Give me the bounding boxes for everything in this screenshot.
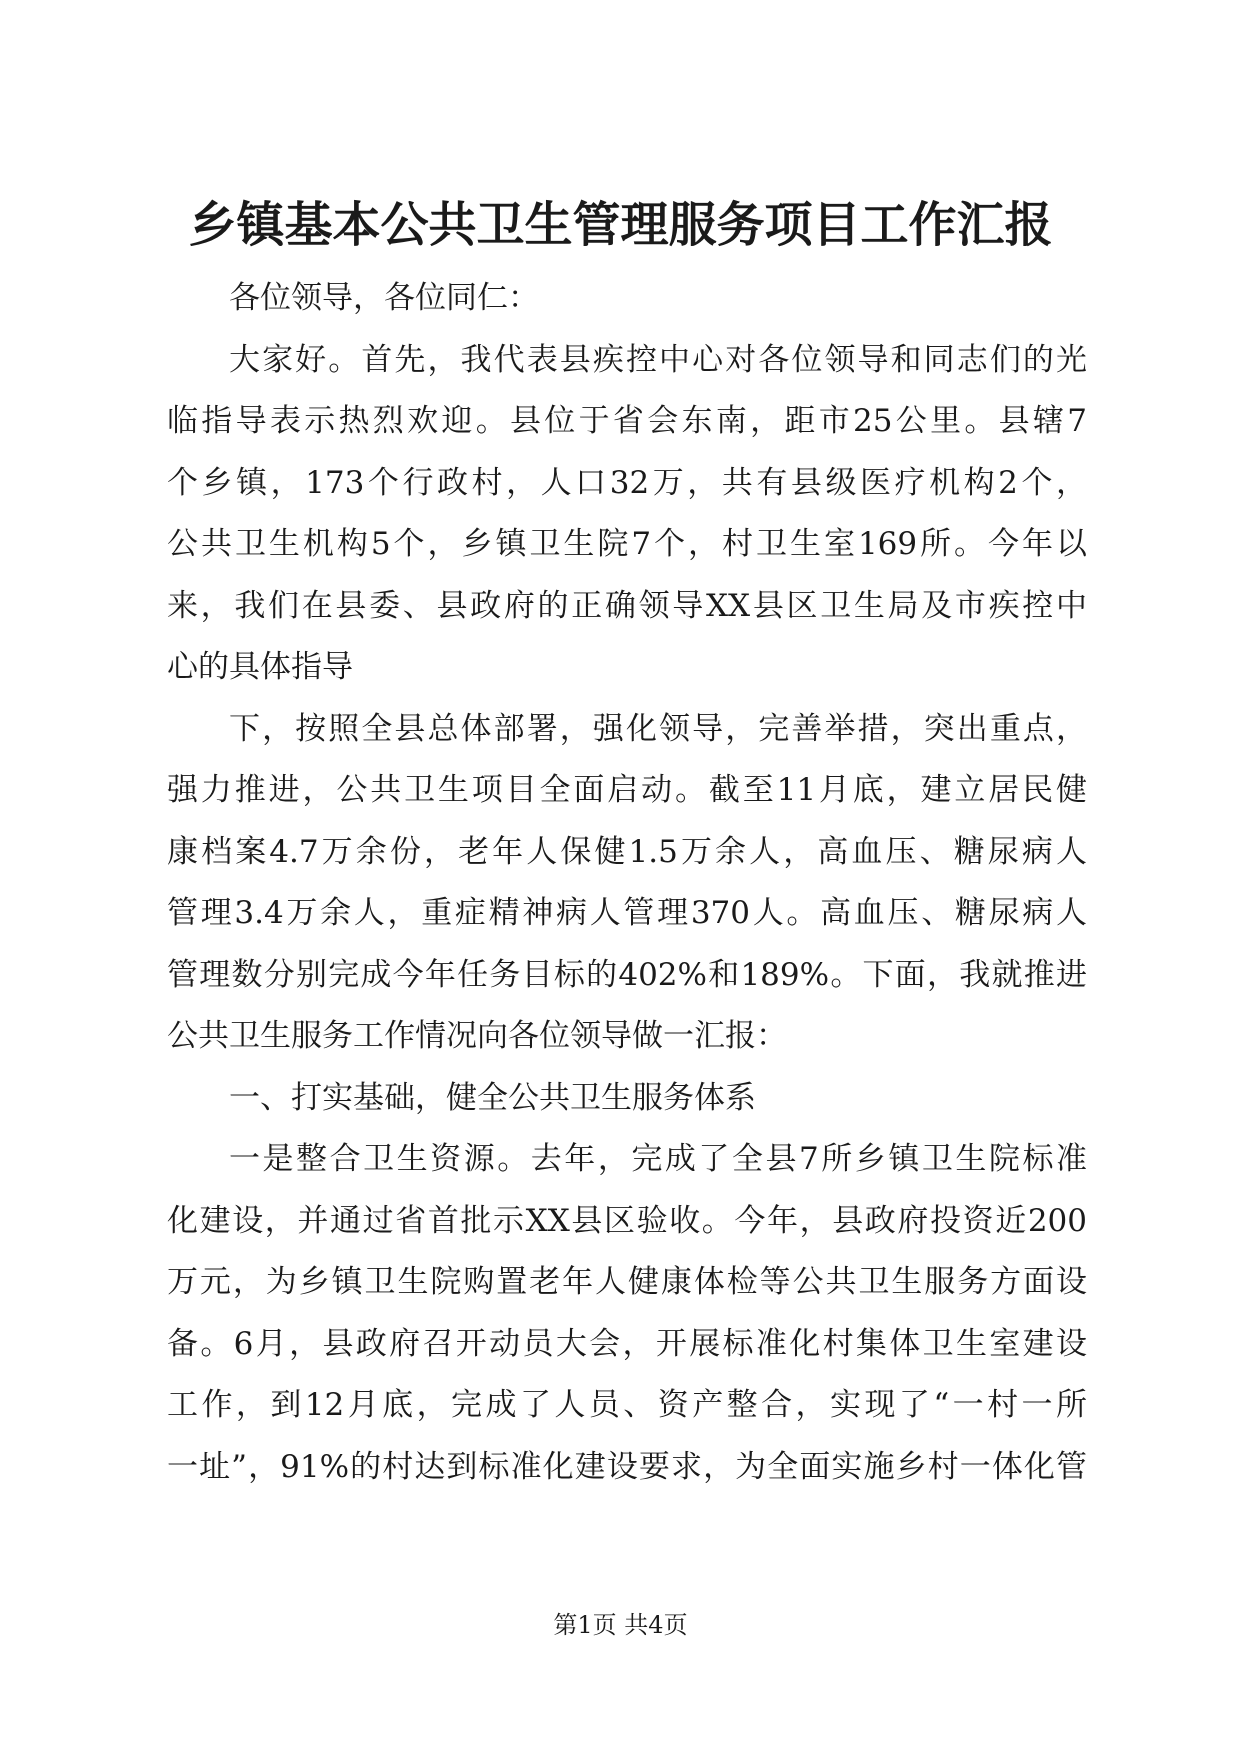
text-line: 公共卫生机构5个，乡镇卫生院7个，村卫生室169所。今年以 [167, 526, 1087, 562]
text-line: 下，按照全县总体部署，强化领导，完善举措，突出重点， [229, 710, 1087, 747]
page-footer [0, 1610, 1241, 1640]
text-line: 管理数分别完成今年任务目标的402%和189%。下面，我就推进 [167, 956, 1087, 993]
paragraph-progress [167, 699, 1087, 1068]
paragraph-resources [167, 1129, 1087, 1498]
text-line: 各位领导，各位同仁： [229, 280, 539, 316]
text-line: 个乡镇，173个行政村，人口32万，共有县级医疗机构2个， [167, 464, 1087, 501]
text-line: 万元，为乡镇卫生院购置老年人健康体检等公共卫生服务方面设 [167, 1264, 1087, 1300]
text-line: 化建设，并通过省首批示XX县区验收。今年，县政府投资近200 [167, 1202, 1087, 1239]
text-line: 来，我们在县委、县政府的正确领导XX县区卫生局及市疾控中 [167, 587, 1087, 624]
text-line: 一址”，91%的村达到标准化建设要求，为全面实施乡村一体化管 [167, 1448, 1087, 1485]
text-line: 一、打实基础，健全公共卫生服务体系 [229, 1079, 756, 1116]
text-line: 大家好。首先，我代表县疾控中心对各位领导和同志们的光 [229, 341, 1087, 378]
section-heading [167, 1068, 1087, 1130]
document-body [167, 268, 1087, 1498]
page-title: 乡镇基本公共卫生管理服务项目工作汇报 [188, 197, 1053, 253]
text-line: 临指导表示热烈欢迎。县位于省会东南，距市25公里。县辖7 [167, 403, 1087, 439]
page-number: 第1页 共4页 [553, 1611, 688, 1639]
text-line: 备。6月，县政府召开动员大会，开展标准化村集体卫生室建设 [167, 1325, 1087, 1362]
text-line: 康档案4.7万余份，老年人保健1.5万余人，高血压、糖尿病人 [167, 833, 1087, 870]
text-line: 一是整合卫生资源。去年，完成了全县7所乡镇卫生院标准 [229, 1141, 1087, 1177]
text-line: 强力推进，公共卫生项目全面启动。截至11月底，建立居民健 [167, 772, 1087, 808]
text-line: 管理3.4万余人，重症精神病人管理370人。高血压、糖尿病人 [167, 895, 1087, 931]
paragraph-intro [167, 330, 1087, 699]
text-line: 公共卫生服务工作情况向各位领导做一汇报： [167, 1018, 787, 1054]
text-line: 工作，到12月底，完成了人员、资产整合，实现了“一村一所 [167, 1387, 1087, 1423]
paragraph-greeting [167, 268, 1087, 330]
text-line: 心的具体指导 [167, 649, 353, 685]
